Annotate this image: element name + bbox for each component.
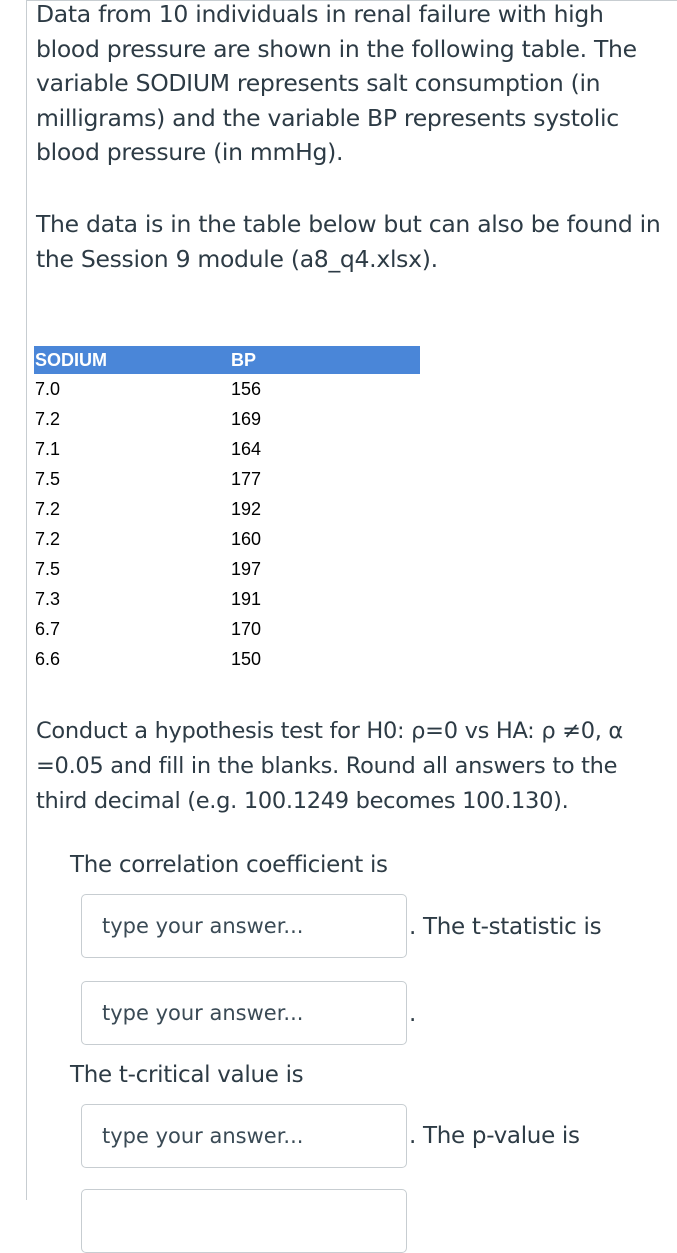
data-table bbox=[34, 346, 420, 675]
correlation-label: The correlation coefficient is bbox=[70, 852, 388, 878]
bp-cell: 160 bbox=[231, 529, 262, 550]
t-statistic-label: . The t-statistic is bbox=[409, 914, 602, 940]
instructions-line: Conduct a hypothesis test for H0: ρ=0 vs HA: ρ ≠0, α bbox=[36, 718, 623, 744]
t-statistic-period: . bbox=[409, 1001, 417, 1027]
intro-paragraph bbox=[36, 0, 637, 170]
bp-cell: 156 bbox=[231, 378, 262, 399]
content-border-left bbox=[26, 0, 27, 1200]
bp-cell: 197 bbox=[231, 559, 262, 580]
correlation-answer-input[interactable] bbox=[81, 894, 407, 958]
table-row bbox=[34, 645, 420, 675]
bp-cell: 164 bbox=[231, 438, 262, 459]
header-sodium: SODIUM bbox=[34, 346, 231, 374]
table-row bbox=[34, 374, 420, 404]
intro-line: blood pressure (in mmHg). bbox=[36, 138, 344, 166]
table-row bbox=[34, 434, 420, 464]
table-row bbox=[34, 524, 420, 554]
header-bp: BP bbox=[231, 346, 420, 374]
p-value-label: . The p-value is bbox=[409, 1123, 580, 1149]
intro-line: variable SODIUM represents salt consumption (in bbox=[36, 69, 601, 97]
sodium-cell: 7.2 bbox=[35, 408, 61, 429]
sodium-cell: 7.5 bbox=[35, 559, 61, 580]
p-value-answer-input[interactable] bbox=[81, 1189, 407, 1253]
sodium-cell: 7.1 bbox=[35, 438, 61, 459]
bp-cell: 177 bbox=[231, 468, 262, 489]
table-row bbox=[34, 585, 420, 615]
intro-line: blood pressure are shown in the following table. The bbox=[36, 34, 637, 63]
location-line: The data is in the table below but can also be found in bbox=[36, 210, 661, 238]
table-row bbox=[34, 555, 420, 585]
sodium-cell: 7.2 bbox=[35, 529, 61, 550]
table-header-row bbox=[34, 346, 420, 374]
bp-cell: 192 bbox=[231, 498, 262, 519]
intro-line: Data from 10 individuals in renal failure with high bbox=[36, 0, 604, 28]
intro-line: milligrams) and the variable BP represents systolic bbox=[36, 103, 619, 132]
bp-cell: 191 bbox=[231, 589, 262, 610]
t-critical-label: The t-critical value is bbox=[70, 1062, 304, 1088]
sodium-cell: 7.0 bbox=[35, 378, 61, 399]
t-statistic-answer-input[interactable] bbox=[81, 981, 407, 1045]
table-row bbox=[34, 404, 420, 434]
table-row bbox=[34, 615, 420, 645]
table-row bbox=[34, 494, 420, 524]
bp-cell: 150 bbox=[231, 649, 262, 670]
data-location-paragraph bbox=[36, 207, 661, 276]
bp-cell: 170 bbox=[231, 619, 262, 640]
bp-cell: 169 bbox=[231, 408, 262, 429]
t-critical-answer-input[interactable] bbox=[81, 1104, 407, 1168]
instructions-line: =0.05 and fill in the blanks. Round all answers to the bbox=[36, 753, 618, 779]
sodium-cell: 6.6 bbox=[35, 649, 61, 670]
sodium-cell: 7.5 bbox=[35, 468, 61, 489]
location-line: the Session 9 module (a8_q4.xlsx). bbox=[36, 244, 438, 273]
sodium-cell: 6.7 bbox=[35, 619, 61, 640]
sodium-cell: 7.2 bbox=[35, 498, 61, 519]
instructions-paragraph bbox=[36, 714, 623, 819]
table-row bbox=[34, 464, 420, 494]
sodium-cell: 7.3 bbox=[35, 589, 61, 610]
instructions-line: third decimal (e.g. 100.1249 becomes 100.130). bbox=[36, 788, 569, 814]
